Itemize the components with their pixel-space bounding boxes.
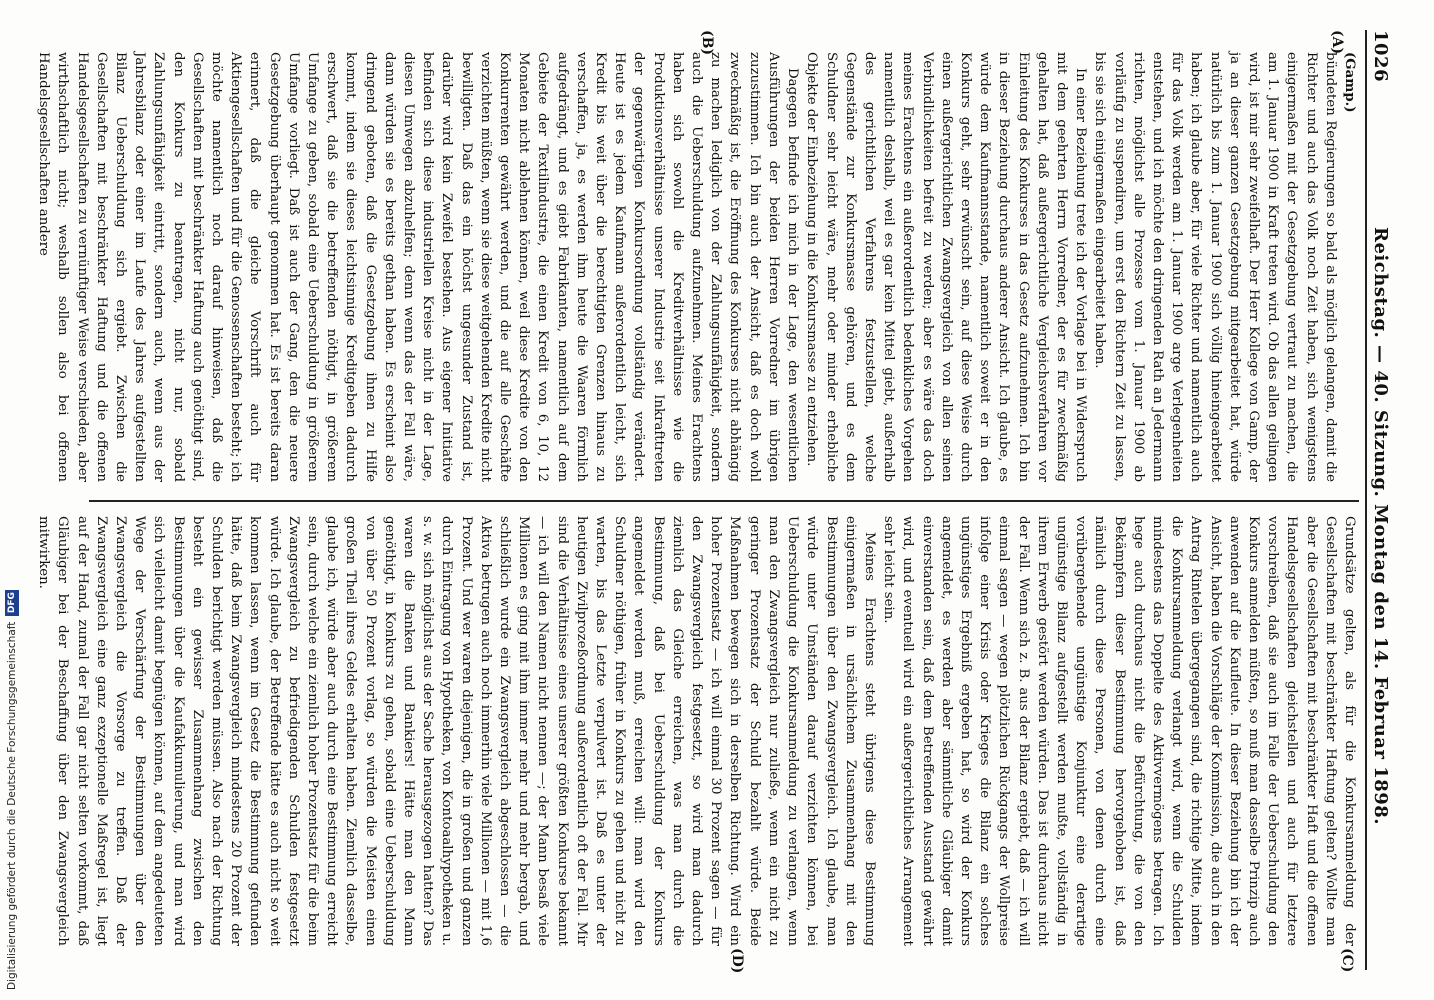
digitization-credit (2, 0, 22, 990)
paragraph: In einer Beziehung trete ich der Vorlage bei in Widerspruch mit dem geehrten Herrn Vorredner, der es für zweckmäßig gehalten hat, daß außergerichtliche Vergleichsverfahren vor Einleitung des Konkurses in das Gesetz aufzunehmen. Ich bin in dieser Beziehung durchaus anderer Ansicht. Ich glaube, es würde dem Kaufmannsstande, namentlich soweit er in den Konkurs geht, sehr erwünscht sein, auf diese Weise durch einen außergerichtlichen Zwangsvergleich von allen seinen Verbindlichkeiten befreit zu werden; aber es wäre das doch meines Erachtens ein außerordentlich bedenkliches Vorgehen namentlich deshalb, weil es gar kein Mittel giebt, außerhalb des gerichtlichen Verfahrens festzustellen, welche Gegenstände zur Konkursmasse gehören, und es dem Schuldner sehr leicht wäre, mehr oder minder erhebliche Objekte der Einbeziehung in die Konkursmasse zu entziehen. (804, 52, 1089, 482)
paragraph: Dagegen befinde ich mich in der Lage, den wesentlichen Ausführungen der beiden Herren Vorredner im übrigen zuzustimmen. Ich bin auch der Ansicht, daß es doch wohl zweckmäßig ist, die Eröffnung des Konkurses nicht abhängig zu machen lediglich von der Zahlungsunfähigkeit, sondern auch die Ueberschuldung aufzunehmen. Meines Erachtens haben sich sowohl die Kreditverhältnisse wie die Produktionsverhältnisse unserer Industrie seit Inkrafttreten der gegenwärtigen Konkursordnung vollständig verändert. Heute ist es jedem Kaufmann außerordentlich leicht, sich Kredit bis weit über die berechtigten Grenzen hinaus zu verschaffen, ja, es werden ihm heute die Waaren förmlich aufgedrängt, und es giebt Fabrikanten, namentlich auf dem Gebiete der Textilindustrie, die einen Kredit von 6, 10, 12 Monaten nicht ablehnen können, weil diese Kredite von den Konkurrenten gewährt werden, und die auf alle Geschäfte verzichten müßten, wenn sie diese weitgehenden Kredite nicht bewilligten. Daß das ein höchst ungesunder Zustand ist, darüber wird kein Zweifel bestehen. Aus eigener Initiative befinden sich diese industriellen Kreise nicht in der Lage, diesen Umwegen abzuhelfen; denn wenn das der Fall wäre, dann würden sie es bereits gethan haben. Es erscheint also dringend geboten, daß die Gesetzgebung ihnen zu Hilfe kommt, indem sie dieses leichtsinnige Kreditgeben dadurch erschwert, daß sie die betreffenden nöthigt, in größerem Umfange zu geben, sobald eine Ueberschuldung in größerem Umfange vorliegt. Daß ist auch der Gang, den die neuere Gesetzgebung überhaupt genommen hat. Es ist bereits daran erinnert, daß die gleiche Vorschrift auch für Aktiengesellschaften und für die Genossenschaften besteht; ich möchte namentlich noch darauf hinweisen, daß die Gesellschaften mit beschränkter Haftung auch genöthigt sind, den Konkurs zu beantragen, nicht nur, sobald Zahlungsunfähigkeit eintritt, sondern auch, wenn aus der Jahresbilanz oder einer im Laufe des Jahres aufgestellten Bilanz Ueberschuldung sich ergiebt. Zwischen die Gesellschaften mit beschränkter Haftung und die offenen Handelsgesellschaften zu vernünftiger Weise verschieden, aber wirthschaftlich nicht; weshalb sollen also bei offenen Handelsgesellschaften andere (36, 52, 801, 482)
paragraph: Meines Erachtens steht übrigens diese Bestimmung einigermaßen in ursächlichem Zusammenhang mit den Bestimmungen über den Zwangsvergleich. Ich glaube, man würde unter Umständen darauf verzichten können, bei Ueberschuldung die Konkursanmeldung zu verlangen, wenn man den Zwangsvergleich nur zuließe, wenn ein nicht zu geringer Prozentsatz der Schuld bezahlt würde. Beide Maßnahmen bewegen sich in derselben Richtung. Wird ein hoher Prozentsatz — ich will einmal 30 Prozent sagen — für den Zwangsvergleich festgesetzt, so wird man dadurch ziemlich das Gleiche erreichen, was man durch die Bestimmung, daß bei Ueberschuldung der Konkurs angemeldet werden muß, erreichen will: man wird den Schuldner nöthigen, früher in Konkurs zu gehen und nicht zu warten, bis das Letzte verpulvert ist. Daß es unter der heutigen Zivilprozeßordnung außerordentlich oft der Fall. Mir sind die Verhältnisse eines unserer größten Konkurse bekannt — ich will den Namen nicht nennen —; der Mann besaß viele Millionen es ging mit ihm immer mehr und mehr bergab, und schließlich wurde ein Zwangsvergleich abgeschlossen — die Aktiva betrugen auch noch immerhin viele Millionen — mit 1,6 Prozent. Und wer waren diejenigen, die in großen und ganzen durch Eintragung von Hypotheken, von Kontoaalhypotheken u. s. w. sich möglichst aus der Sache herausgezogen hatten? Das waren die Banken und Bankiers! Hätte man den Mann genöthigt, in Konkurs zu gehen, sobald eine Ueberschuldung von über 50 Prozent vorlag, so würden die Meisten einen großen Theil ihres Geldes erhalten haben. Ziemlich dasselbe, glaube ich, würde aber auch durch eine Bestimmung erreicht sein, durch welche ein ziemlich hoher Prozentsatz für die beim Zwangsvergleich zu befriedigenden Schulden festgesetzt würde. Ich glaube, der Betreffende hätte es auch nicht so weit kommen lassen, wenn im Gesetz die Bestimmung gefunden hätte, daß beim Zwangsvergleich mindestens 20 Prozent der Schulden berichtigt werden müssen. Also nach der Richtung besteht ein gewisser Zusammenhang zwischen den Bestimmungen über die Kaufakkumulierung, und man wird sich vielleicht damit begnügen können, auf dem angedeuteten Wege der Verschärfung der Bestimmungen über den Zwangsvergleich die Vorsorge zu treffen. Daß der Zwangsvergleich eine ganz exzeptionelle Maßregel ist, liegt auf der Hand, zumal der Fall gar nicht selten vorkommt, daß Gläubiger bei der Beschaffung über den Zwangsvergleich mitwirken. (36, 516, 877, 946)
page-title: Reichstag. — 40. Sitzung. Montag den 14. Februar 1898. (1370, 227, 1392, 826)
margin-marker-c: (C) (1339, 948, 1355, 973)
page-header (1365, 30, 1395, 970)
credit-text: Digitalisierung gefördert durch die Deutsche Forschungsgemeinschaft (6, 621, 18, 990)
margin-marker-a: (A) (1329, 30, 1345, 55)
page-number: 1026 (1370, 30, 1392, 83)
paragraph: Grundsätze gelten, als für die Konkursanmeldung der Gesellschaften mit beschränkter Haftung gelten? Wollte man aber die Gesellschaften mit beschränkter Haft und die offenen Handelsgesellschaften gleichstellen und auch für letztere vorschreiben, daß sie auch im Falle der Ueberschuldung den Konkurs anmelden müßten, so muß man dasselbe Prinzip auch anwenden auf die Kaufleute. In dieser Beziehung bin ich der Ansicht, haben die Vorschläge der Kommission, die auch in den Antrag Rintelen übergegangen sind, die richtige Mitte, indem die Konkursanmeldung verlangt wird, wenn die Schulden mindestens das Doppelte des Aktivvermögens betragen. Ich hege auch durchaus nicht die Befürchtung, die von den Bekämpfern dieser Bestimmung hervorgehoben ist, daß nämlich durch diese Personen, von denen durch eine vorübergehende ungünstige Konjunktur eine derartige ungünstige Bilanz aufgestellt werden mußte, vollständig in ihrem Erwerb gestört werden würden. Das ist durchaus nicht der Fall. Wenn sich z. B. aus der Bilanz ergiebt, daß — ich will einmal sagen — wegen plötzlichen Rückgangs der Wollpreise infolge einer Krisis oder Krieges die Bilanz ein solches ungünstiges Ergebniß ergeben hat, so wird der Konkurs angemeldet, es werden aber sämmtliche Gläubiger damit einverstanden sein, daß dem Betreffenden Ausstand gewährt wird, und eventuell wird ein außergerichtliches Arrangement sehr leicht sein. (881, 516, 1357, 946)
margin-marker-b: (B) (699, 30, 715, 56)
column-divider (89, 500, 1359, 502)
left-column (36, 52, 1359, 482)
paragraph: bündeten Regierungen so bald als möglich gelangen, damit die Richter und auch das Volk noch Zeit haben, sich wenigstens einigermaßen mit der Gesetzgebung vertraut zu machen, die am 1. Januar 1900 in Kraft treten wird. Ob das allen gelingen wird, ist mir sehr zweifelhaft. Der Herr Kollege von Gamp, der ja an dieser ganzen Gesetzgebung mitgearbeitet hat, würde natürlich bis zum 1. Januar 1900 sich völlig hineingearbeitet haben; ich glaube aber, für viele Richter und namentlich auch für das Volk werden am 1. Januar 1900 arge Verlegenheiten entstehen, und ich möchte den dringenden Rath an Jedermann richten, möglichst alle Prozesse vom 1. Januar 1900 ab vorläufig zu suspendiren, um erst den Richtern Zeit zu lassen, bis sie sich einigermaßen eingearbeitet haben. (1092, 52, 1338, 482)
dfg-logo-icon: DFG (5, 590, 19, 616)
speaker-name: (Gamp.) (1342, 52, 1357, 113)
newspaper-sheet (36, 30, 1395, 974)
margin-marker-d: (D) (729, 948, 745, 974)
right-column (36, 516, 1359, 946)
